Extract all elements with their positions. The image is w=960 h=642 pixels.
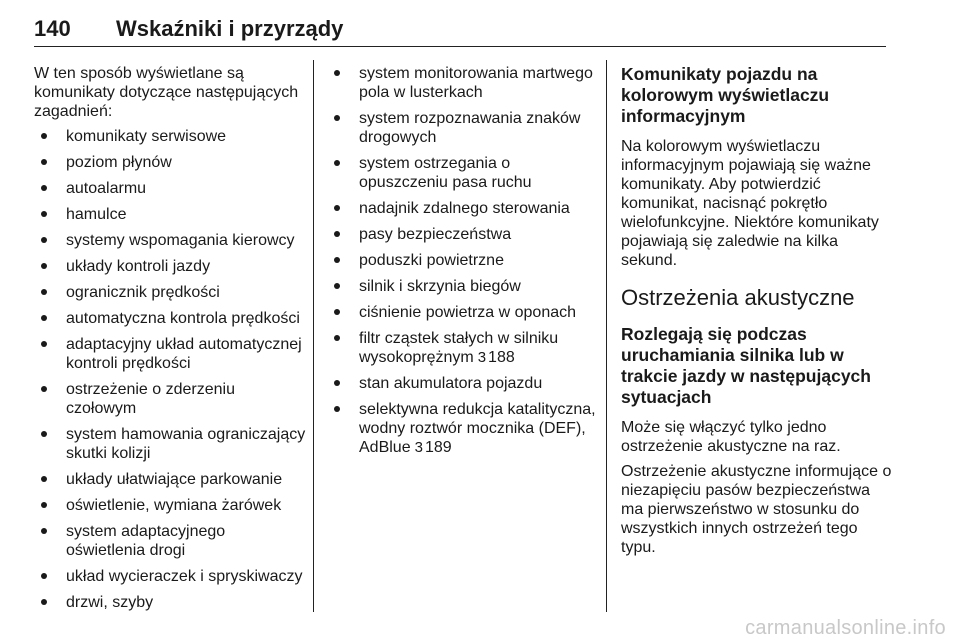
list-item: układ wycieraczek i spryskiwaczy (34, 567, 306, 586)
list-item: ogranicznik prędkości (34, 283, 306, 302)
page-reference-arrow-icon: 3 (477, 349, 487, 366)
list-item: układy kontroli jazdy (34, 257, 306, 276)
list-item: poziom płynów (34, 153, 306, 172)
page-reference-arrow-icon: 3 (414, 439, 423, 456)
list-item: hamulce (34, 205, 306, 224)
page-reference-link[interactable]: 189 (424, 439, 452, 456)
paragraph-vehicle-messages: Na kolorowym wyświetlaczu informacyjnym pojawiają się ważne komunikaty. Aby potwierdzić komunikat, nacisnąć pokrętło wielofunkcyjne. Niektóre komunikaty pojawiają się zaledwie na kilka sekund. (621, 138, 879, 269)
paragraph-seatbelt-priority: Ostrzeżenie akustyczne informujące o niezapięciu pasów bezpieczeństwa ma pierwszeństwo w stosunku do wszystkich innych ostrzeżeń tego typu. (621, 463, 892, 556)
list-item: drzwi, szyby (34, 593, 306, 612)
list-item: nadajnik zdalnego sterowania (327, 199, 601, 218)
page-header (34, 12, 886, 47)
paragraph-one-warning: Może się włączyć tylko jedno ostrzeżenie akustyczne na raz. (621, 419, 841, 455)
list-item: poduszki powietrzne (327, 251, 601, 270)
list-item: adaptacyjny układ automatycznej kontroli prędkości (34, 335, 306, 373)
list-item: system rozpoznawania znaków drogowych (327, 109, 601, 147)
list-item-text: selektywna redukcja katalityczna, wodny roztwór mocznika (DEF), AdBlue (359, 401, 596, 456)
list-item: układy ułatwiające parkowanie (34, 470, 306, 489)
list-item: stan akumulatora pojazdu (327, 374, 601, 393)
list-item: automatyczna kontrola prędkości (34, 309, 306, 328)
list-item (327, 400, 601, 457)
section-heading-acoustic-warnings: Ostrzeżenia akustyczne (621, 285, 855, 310)
intro-paragraph: W ten sposób wyświetlane są komunikaty dotyczące następujących zagadnień: (34, 65, 299, 120)
list-item-text: filtr cząstek stałych w silniku wysokoprężnym (359, 330, 559, 366)
column-left (34, 64, 306, 619)
page-number: 140 (34, 16, 71, 41)
list-item: system ostrzegania o opuszczeniu pasa ruchu (327, 154, 601, 192)
subsection-heading-situations: Rozlegają się podczas uruchamiania silnika lub w trakcie jazdy w następujących sytuacjach (621, 324, 871, 407)
watermark: carmanualsonline.info (745, 617, 946, 639)
column-divider-left (313, 60, 314, 612)
page-title: Wskaźniki i przyrządy (116, 16, 344, 41)
list-item: systemy wspomagania kierowcy (34, 231, 306, 250)
column-divider-right (606, 60, 607, 612)
list-item (327, 329, 601, 367)
list-item: system adaptacyjnego oświetlenia drogi (34, 522, 306, 560)
list-item: autoalarmu (34, 179, 306, 198)
list-item: silnik i skrzynia biegów (327, 277, 601, 296)
page-reference-link[interactable]: 188 (488, 349, 515, 366)
list-item: system hamowania ograniczający skutki kolizji (34, 425, 306, 463)
message-topics-list (34, 127, 306, 612)
list-item: ciśnienie powietrza w oponach (327, 303, 601, 322)
message-topics-list-continued (327, 64, 601, 457)
section-heading-vehicle-messages: Komunikaty pojazdu na kolorowym wyświetlaczu informacyjnym (621, 64, 830, 126)
column-middle (327, 64, 601, 464)
list-item: pasy bezpieczeństwa (327, 225, 601, 244)
list-item: system monitorowania martwego pola w lusterkach (327, 64, 601, 102)
list-item: ostrzeżenie o zderzeniu czołowym (34, 380, 306, 418)
column-right (621, 64, 893, 563)
list-item: oświetlenie, wymiana żarówek (34, 496, 306, 515)
list-item: komunikaty serwisowe (34, 127, 306, 146)
